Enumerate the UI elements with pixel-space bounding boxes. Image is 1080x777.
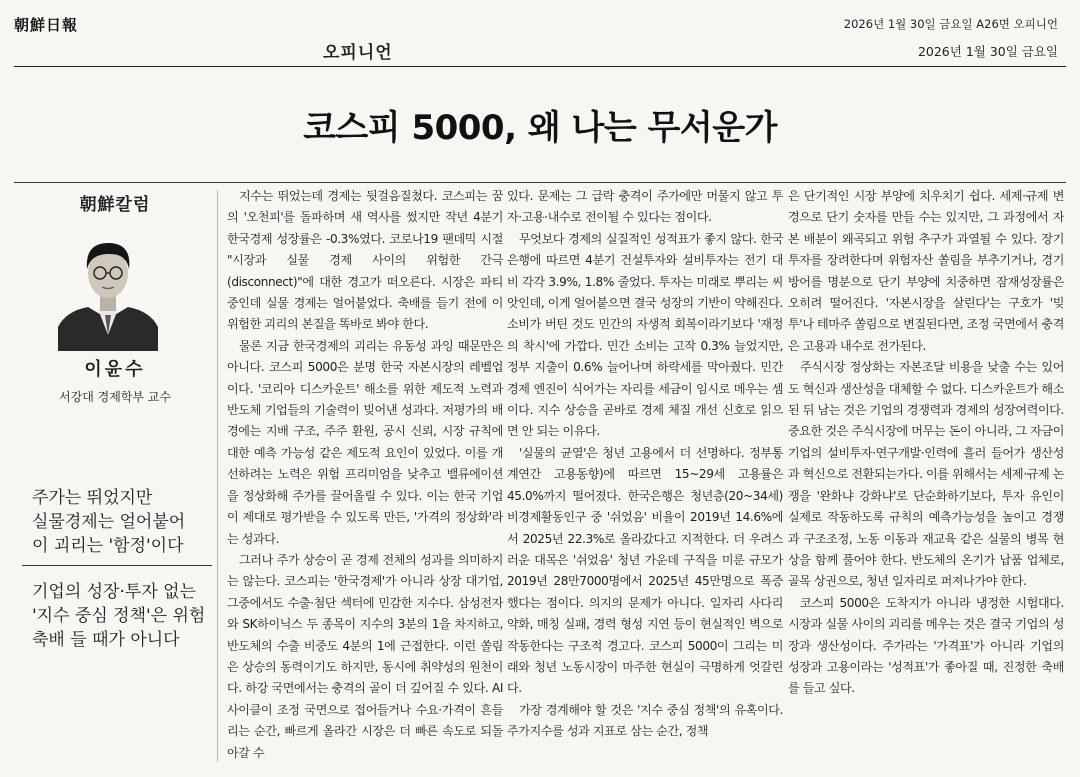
pull-quote-1 [32, 486, 208, 558]
body-paragraph: 있다. 문제는 그 급락 충격이 주가에만 머물지 않고 투자·고용·내수로 전이될 수 있다는 점이다. [507, 189, 783, 225]
body-paragraph: 지수는 뛰었는데 경제는 뒷걸음질쳤다. 코스피는 꿈의 '오천피'를 돌파하며 새 역사를 썼지만 작년 4분기 한국경제 성장률은 -0.3%였다. 코로나19 팬데믹 시절 "시장과 실물 경제 사이의 위험한 간극(disconnect)"에 대한 경고가 떠오른다. 시장은 파티 중인데 실물 경제는 얼어붙었다. 축배를 들기 전에 이 위험한 괴리의 본질을 똑바로 봐야 한다. [227, 189, 503, 332]
column-badge: 朝鮮칼럼 [79, 195, 151, 215]
issue-date: 2026년 1월 30일 금요일 [917, 44, 1058, 59]
pull-quote-line: 실물경제는 얼어붙어 [32, 512, 186, 532]
author-portrait-icon [58, 223, 158, 351]
pull-quote-divider [22, 565, 212, 566]
body-paragraph: 무엇보다 경제의 실질적인 성적표가 좋지 않다. 한국은행에 따르면 4분기 건설투자와 설비투자는 전기 대비 각각 3.9%, 1.8% 줄었다. 투자는 미래로 뿌리는 씨앗인데, 이게 얼어붙으면 결국 성장의 기반이 약해진다. 소비가 버틴 것도 민간의 자생적 회복이라기보다 '재정의 착시'에 가깝다. 민간 소비는 고작 0.3% 늘었지만, 정부 지출이 0.6% 늘어나며 하락세를 막아줬다. 민간 경제 엔진이 식어가는 자리를 세금이 임시로 메우는 셈이다. 지수 상승을 곧바로 경제 체질 개선 신호로 읽으면 안 되는 이유다. [507, 231, 783, 439]
body-column-2 [507, 186, 783, 743]
headline-divider [14, 182, 1066, 183]
body-paragraph: 물론 지금 한국경제의 괴리는 유동성 과잉 때문만은 아니다. 코스피 5000은 분명 한국 자본시장의 레벨업이다. '코리아 디스카운트' 해소를 위한 제도적 노력과 반도체 기업들의 기술력이 빚어낸 성과다. 저평가의 배경에는 지배 구조, 주주 환원, 공시 신뢰, 시장 규칙에 대한 예측 가능성 같은 제도적 요인이 있었다. 이를 개선하려는 노력은 위험 프리미엄을 낮추고 밸류에이션을 정상화해 주가를 끌어올릴 수 있다. 이는 한국 기업이 제대로 평가받을 수 있도록 만든, '가격의 정상화'라는 성과다. [227, 338, 503, 546]
body-paragraph: '실물의 균열'은 청년 고용에서 더 선명하다. 정부통계연간 고용동향)에 따르면 15~29세 고용률은 45.0%까지 떨어졌다. 한국은행은 청년층(20~34세) 비경제활동인구 중 '쉬었음' 비율이 2019년 14.6%에서 2025년 22.3%로 올라갔다고 지적한다. 더 우려스러운 대목은 '쉬었음' 청년 가운데 구직을 미룬 규모가 2019년 28만7000명에서 2025년 45만명으로 폭증했다는 점이다. 의지의 문제가 아니다. 일자리 사다리 약화, 매칭 실패, 경력 형성 지연 등이 현실적인 벽으로 작동한다는 구조적 경고다. 코스피 5000이 그리는 미래와 청년 노동시장이 마주한 현실이 극명하게 엇갈린다. [507, 445, 783, 696]
pull-quote-line: 기업의 성장·투자 없는 [32, 582, 197, 602]
edition-info: 2026년 1월 30일 금요일 A26면 오피니언 [843, 17, 1058, 31]
sidebar-separator [217, 190, 218, 762]
body-paragraph: 은 단기적인 시장 부양에 치우치기 쉽다. 세제·규제 변경으로 단기 숫자를 만들 수는 있지만, 그 과정에서 자본 배분이 왜곡되고 위험 추구가 과열될 수 있다. 장기 투자를 장려한다며 위험자산 쏠림을 부추기거나, 경기 방어를 명분으로 단기 부양에 치중하면 잠재성장률은 오히려 떨어진다. '자본시장을 살린다'는 구호가 '빚투'나 테마주 쏠림으로 변질된다면, 조정 국면에서 충격은 고용과 내수로 전가된다. [788, 189, 1064, 353]
body-paragraph: 코스피 5000은 도착지가 아니라 냉정한 시험대다. 시장과 실물 사이의 괴리를 메우는 것은 결국 기업의 성장과 생산성이다. 주가라는 '가격표'가 아니라 기업의 성장과 고용이라는 '성적표'가 좋아질 때, 진정한 축배를 들고 싶다. [788, 595, 1064, 696]
masthead [0, 0, 1080, 66]
article-headline: 코스피 5000, 왜 나는 무서운가 [303, 108, 777, 148]
author-photo [58, 223, 158, 351]
author-affiliation: 서강대 경제학부 교수 [59, 390, 171, 404]
body-paragraph: 주식시장 정상화는 자본조달 비용을 낮출 수는 있어도 혁신과 생산성을 대체할 수 없다. 디스카운트가 해소된 뒤 남는 것은 기업의 경쟁력과 경제의 성장여력이다. 중요한 것은 주식시장에 머무는 돈이 아니라, 그 자금이 기업의 설비투자·연구개발·인력에 흘러 들어가 생산성과 혁신으로 전환되는가다. 이를 위해서는 세제·규제 논쟁을 '완화냐 강화냐'로 단순화하기보다, 투자 유인이 실제로 작동하도록 규칙의 예측가능성을 높이고 경쟁과 구조조정, 노동 이동과 재교육 같은 실물의 병목 현상을 함께 풀어야 한다. 반도체의 온기가 납품 업체로, 골목 상권으로, 청년 일자리로 퍼져나가야 한다. [788, 360, 1064, 589]
newspaper-logo[interactable]: 朝鮮日報 [14, 16, 79, 34]
pull-quote-2 [32, 580, 208, 652]
pull-quote-line: 주가는 뛰었지만 [32, 488, 153, 508]
masthead-divider [14, 66, 1066, 67]
body-column-3 [788, 186, 1064, 700]
pull-quote-line: 이 괴리는 '함정'이다 [32, 536, 184, 556]
column-label [30, 190, 200, 215]
body-paragraph: 그러나 주가 상승이 곧 경제 전체의 성과를 의미하지는 않는다. 코스피는 '한국경제'가 아니라 상장 대기업, 그중에서도 수출·첨단 섹터에 민감한 지수다. 삼성전자와 SK하이닉스 두 종목이 지수의 3분의 1을 차지하고, 반도체의 수출 비중도 4분의 1에 근접한다. 이런 쏠림은 상승의 동력이기도 하지만, 동시에 취약성의 원천이다. 하강 국면에서는 충격의 골이 더 깊어질 수 있다. AI 사이클이 조정 국면으로 접어들거나 수요·가격이 흔들리는 순간, 빠르게 올라간 시장은 더 빠른 속도로 되돌아갈 수 [227, 552, 503, 760]
pull-quote-line: '지수 중심 정책'은 위험 [32, 606, 206, 626]
pull-quote-line: 축배 들 때가 아니다 [32, 630, 180, 650]
section-title[interactable]: 오피니언 [323, 43, 393, 63]
body-column-1 [227, 186, 503, 764]
body-paragraph: 가장 경계해야 할 것은 '지수 중심 정책'의 유혹이다. 주가지수를 성과 지표로 삼는 순간, 정책 [507, 702, 783, 739]
author-name: 이윤수 [84, 359, 146, 380]
